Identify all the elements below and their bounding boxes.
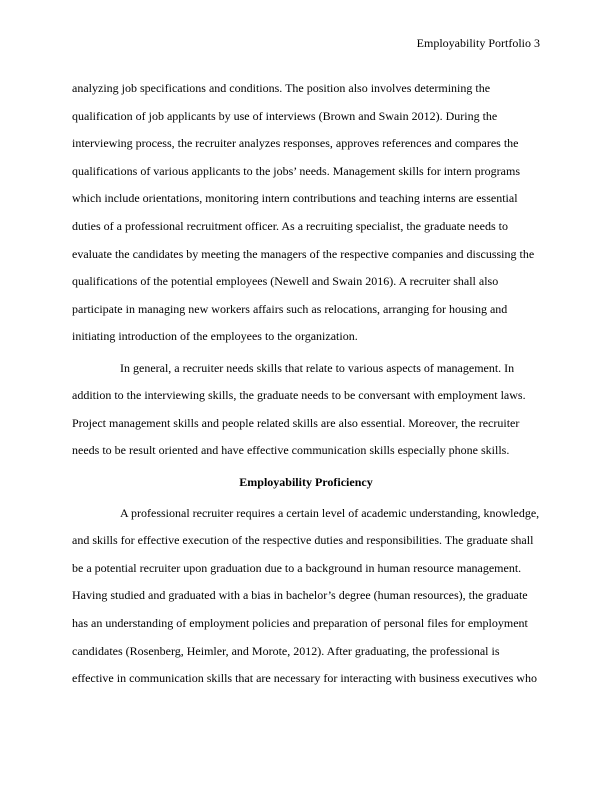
paragraph-line: has an understanding of employment policies and preparation of personal files for employment bbox=[72, 616, 528, 631]
paragraph-line: evaluate the candidates by meeting the managers of the respective companies and discussing the bbox=[72, 246, 535, 261]
paragraph-line: interviewing process, the recruiter analyzes responses, approves references and compares the bbox=[72, 136, 519, 151]
paragraph bbox=[72, 355, 540, 465]
paragraph-line: initiating introduction of the employees to the organization. bbox=[72, 329, 358, 344]
paragraph-line: In general, a recruiter needs skills that relate to various aspects of management. In bbox=[120, 360, 515, 375]
section-heading: Employability Proficiency bbox=[239, 474, 373, 489]
paragraph-line: addition to the interviewing skills, the graduate needs to be conversant with employment laws. bbox=[72, 388, 526, 403]
paragraph-line: A professional recruiter requires a certain level of academic understanding, knowledge, bbox=[120, 505, 540, 520]
paragraph-line: needs to be result oriented and have effective communication skills especially phone skills. bbox=[72, 443, 510, 458]
paragraph-line: effective in communication skills that are necessary for interacting with business executives who bbox=[72, 671, 537, 686]
paragraph bbox=[72, 75, 540, 351]
paragraph-line: Project management skills and people related skills are also essential. Moreover, the recruiter bbox=[72, 415, 520, 430]
paragraph bbox=[72, 500, 540, 693]
paragraph-line: participate in managing new workers affairs such as relocations, arranging for housing and bbox=[72, 301, 508, 316]
paragraph-line: which include orientations, monitoring intern contributions and teaching interns are essential bbox=[72, 191, 518, 206]
paragraph-line: duties of a professional recruitment officer. As a recruiting specialist, the graduate needs to bbox=[72, 218, 508, 233]
paragraph-line: qualifications of various applicants to the jobs’ needs. Management skills for intern programs bbox=[72, 163, 521, 178]
paragraph-line: candidates (Rosenberg, Heimler, and Morote, 2012). After graduating, the professional is bbox=[72, 643, 500, 658]
paragraph-line: qualification of job applicants by use of interviews (Brown and Swain 2012). During the bbox=[72, 108, 498, 123]
paragraph-line: be a potential recruiter upon graduation due to a background in human resource management. bbox=[72, 560, 522, 575]
document-body bbox=[72, 75, 540, 693]
paragraph-line: analyzing job specifications and conditions. The position also involves determining the bbox=[72, 81, 491, 95]
running-head: Employability Portfolio 3 bbox=[416, 36, 540, 50]
paragraph-line: and skills for effective execution of the respective duties and responsibilities. The graduate shall bbox=[72, 533, 534, 548]
paragraph-line: Having studied and graduated with a bias in bachelor’s degree (human resources), the graduate bbox=[72, 588, 528, 603]
paragraph-line: qualifications of the potential employees (Newell and Swain 2016). A recruiter shall also bbox=[72, 274, 499, 289]
